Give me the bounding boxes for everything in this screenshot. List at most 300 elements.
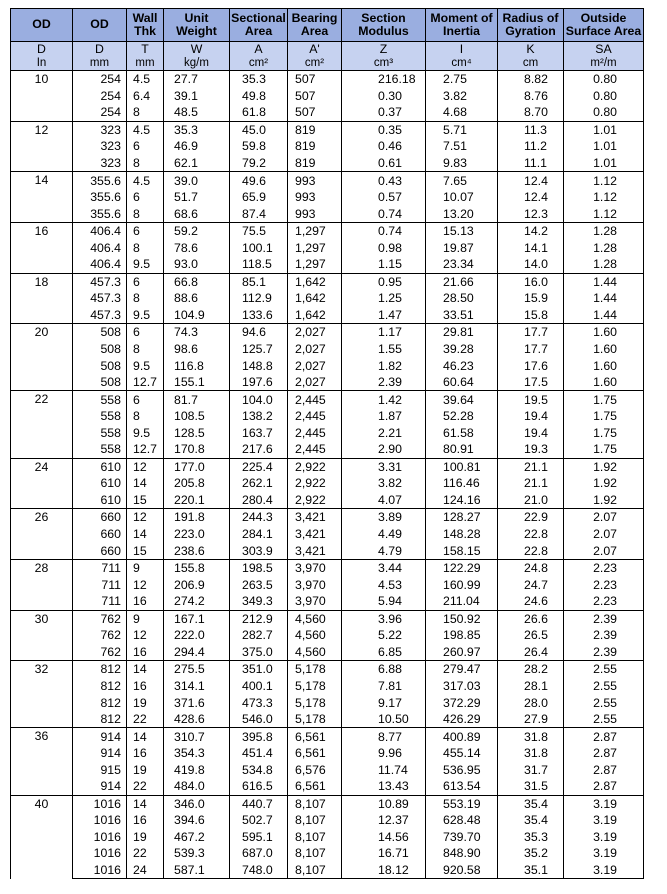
radius-of-gyration-cell: 17.7	[498, 324, 564, 341]
radius-of-gyration-cell: 8.76	[498, 88, 564, 105]
outside-surface-area-cell: 1.75	[564, 408, 644, 425]
bearing-area-cell: 3,421	[288, 542, 342, 559]
header-bearing-area: Bearing Area	[288, 9, 342, 42]
radius-of-gyration-cell: 15.8	[498, 307, 564, 324]
unit-weight-cell: 484.0	[164, 778, 230, 795]
unit-weight-cell: 155.8	[164, 559, 230, 576]
unit-cell: cm²	[230, 56, 288, 71]
header-symbol-row	[11, 42, 644, 57]
unit-cell: m²/m	[564, 56, 644, 71]
outside-surface-area-cell: 1.92	[564, 475, 644, 492]
radius-of-gyration-cell: 14.2	[498, 222, 564, 239]
od-mm-cell: 1016	[73, 845, 127, 862]
table-row	[11, 711, 644, 728]
radius-of-gyration-cell: 19.4	[498, 408, 564, 425]
unit-weight-cell: 275.5	[164, 661, 230, 678]
unit-weight-cell: 294.4	[164, 644, 230, 661]
unit-weight-cell: 98.6	[164, 341, 230, 358]
sectional-area-cell: 45.0	[230, 121, 288, 138]
table-row	[11, 475, 644, 492]
outside-surface-area-cell: 2.55	[564, 694, 644, 711]
outside-surface-area-cell: 2.07	[564, 526, 644, 543]
section-modulus-cell: 0.46	[342, 138, 426, 155]
wall-thk-cell: 12.7	[127, 374, 164, 391]
section-modulus-cell: 6.85	[342, 644, 426, 661]
symbol-cell: Z	[342, 42, 426, 57]
radius-of-gyration-cell: 17.7	[498, 341, 564, 358]
table-row	[11, 559, 644, 576]
moment-of-inertia-cell: 33.51	[426, 307, 498, 324]
moment-of-inertia-cell: 60.64	[426, 374, 498, 391]
radius-of-gyration-cell: 28.0	[498, 694, 564, 711]
od-in-cell: 24	[11, 458, 73, 509]
bearing-area-cell: 819	[288, 155, 342, 172]
radius-of-gyration-cell: 21.0	[498, 492, 564, 509]
moment-of-inertia-cell: 150.92	[426, 610, 498, 627]
wall-thk-cell: 6	[127, 273, 164, 290]
table-row	[11, 357, 644, 374]
section-modulus-cell: 3.31	[342, 458, 426, 475]
moment-of-inertia-cell: 128.27	[426, 509, 498, 526]
outside-surface-area-cell: 3.19	[564, 845, 644, 862]
bearing-area-cell: 8,107	[288, 812, 342, 829]
sectional-area-cell: 546.0	[230, 711, 288, 728]
unit-weight-cell: 206.9	[164, 576, 230, 593]
header-section-modulus: Section Modulus	[342, 9, 426, 42]
outside-surface-area-cell: 3.19	[564, 829, 644, 846]
od-mm-cell: 254	[73, 71, 127, 88]
section-modulus-cell: 3.96	[342, 610, 426, 627]
section-modulus-cell: 10.50	[342, 711, 426, 728]
radius-of-gyration-cell: 8.70	[498, 104, 564, 121]
wall-thk-cell: 16	[127, 644, 164, 661]
wall-thk-cell: 9.5	[127, 424, 164, 441]
unit-weight-cell: 222.0	[164, 627, 230, 644]
unit-weight-cell: 88.6	[164, 290, 230, 307]
od-mm-cell: 914	[73, 778, 127, 795]
sectional-area-cell: 49.6	[230, 172, 288, 189]
radius-of-gyration-cell: 28.2	[498, 661, 564, 678]
od-mm-cell: 610	[73, 475, 127, 492]
unit-cell: In	[11, 56, 73, 71]
bearing-area-cell: 2,445	[288, 441, 342, 458]
unit-weight-cell: 394.6	[164, 812, 230, 829]
unit-weight-cell: 310.7	[164, 728, 230, 745]
od-in-cell: 26	[11, 509, 73, 560]
moment-of-inertia-cell: 9.83	[426, 155, 498, 172]
sectional-area-cell: 349.3	[230, 593, 288, 610]
unit-weight-cell: 274.2	[164, 593, 230, 610]
unit-weight-cell: 116.8	[164, 357, 230, 374]
od-mm-cell: 812	[73, 678, 127, 695]
outside-surface-area-cell: 2.87	[564, 761, 644, 778]
table-row	[11, 795, 644, 812]
symbol-cell: D	[11, 42, 73, 57]
outside-surface-area-cell: 3.19	[564, 812, 644, 829]
moment-of-inertia-cell: 7.65	[426, 172, 498, 189]
bearing-area-cell: 993	[288, 189, 342, 206]
sectional-area-cell: 94.6	[230, 324, 288, 341]
radius-of-gyration-cell: 35.3	[498, 829, 564, 846]
moment-of-inertia-cell: 39.64	[426, 391, 498, 408]
sectional-area-cell: 75.5	[230, 222, 288, 239]
moment-of-inertia-cell: 15.13	[426, 222, 498, 239]
section-modulus-cell: 3.82	[342, 475, 426, 492]
table-row	[11, 88, 644, 105]
od-mm-cell: 914	[73, 745, 127, 762]
section-modulus-cell: 0.43	[342, 172, 426, 189]
section-modulus-cell: 9.96	[342, 745, 426, 762]
bearing-area-cell: 2,922	[288, 475, 342, 492]
outside-surface-area-cell: 0.80	[564, 71, 644, 88]
wall-thk-cell: 14	[127, 661, 164, 678]
radius-of-gyration-cell: 21.1	[498, 475, 564, 492]
moment-of-inertia-cell: 553.19	[426, 795, 498, 812]
bearing-area-cell: 5,178	[288, 661, 342, 678]
wall-thk-cell: 8	[127, 104, 164, 121]
od-mm-cell: 558	[73, 391, 127, 408]
od-mm-cell: 762	[73, 644, 127, 661]
bearing-area-cell: 5,178	[288, 678, 342, 695]
sectional-area-cell: 163.7	[230, 424, 288, 441]
outside-surface-area-cell: 1.12	[564, 189, 644, 206]
wall-thk-cell: 19	[127, 829, 164, 846]
section-modulus-cell: 8.77	[342, 728, 426, 745]
outside-surface-area-cell: 1.01	[564, 138, 644, 155]
unit-weight-cell: 39.0	[164, 172, 230, 189]
bearing-area-cell: 1,642	[288, 273, 342, 290]
unit-cell: mm	[73, 56, 127, 71]
moment-of-inertia-cell: 29.81	[426, 324, 498, 341]
od-mm-cell: 406.4	[73, 256, 127, 273]
moment-of-inertia-cell: 426.29	[426, 711, 498, 728]
table-row	[11, 829, 644, 846]
wall-thk-cell: 6	[127, 189, 164, 206]
od-mm-cell: 406.4	[73, 222, 127, 239]
wall-thk-cell: 22	[127, 711, 164, 728]
bearing-area-cell: 8,107	[288, 845, 342, 862]
table-row	[11, 458, 644, 475]
unit-weight-cell: 191.8	[164, 509, 230, 526]
od-in-cell: 30	[11, 610, 73, 661]
bearing-area-cell: 8,107	[288, 862, 342, 879]
table-row	[11, 678, 644, 695]
wall-thk-cell: 8	[127, 155, 164, 172]
od-in-cell: 36	[11, 728, 73, 795]
sectional-area-cell: 104.0	[230, 391, 288, 408]
radius-of-gyration-cell: 35.1	[498, 862, 564, 879]
bearing-area-cell: 5,178	[288, 694, 342, 711]
wall-thk-cell: 15	[127, 492, 164, 509]
table-row	[11, 155, 644, 172]
od-in-cell: 40	[11, 795, 73, 879]
bearing-area-cell: 3,970	[288, 559, 342, 576]
sectional-area-cell: 451.4	[230, 745, 288, 762]
table-row	[11, 290, 644, 307]
unit-weight-cell: 220.1	[164, 492, 230, 509]
radius-of-gyration-cell: 26.6	[498, 610, 564, 627]
sectional-area-cell: 100.1	[230, 239, 288, 256]
wall-thk-cell: 19	[127, 761, 164, 778]
section-modulus-cell: 0.95	[342, 273, 426, 290]
moment-of-inertia-cell: 124.16	[426, 492, 498, 509]
header-wall-thk: Wall Thk	[127, 9, 164, 42]
pipe-properties-table	[10, 8, 644, 879]
section-modulus-cell: 0.74	[342, 205, 426, 222]
radius-of-gyration-cell: 27.9	[498, 711, 564, 728]
moment-of-inertia-cell: 122.29	[426, 559, 498, 576]
od-mm-cell: 355.6	[73, 189, 127, 206]
wall-thk-cell: 9.5	[127, 256, 164, 273]
wall-thk-cell: 22	[127, 845, 164, 862]
outside-surface-area-cell: 2.07	[564, 509, 644, 526]
table-row	[11, 542, 644, 559]
section-modulus-cell: 2.21	[342, 424, 426, 441]
unit-weight-cell: 39.1	[164, 88, 230, 105]
bearing-area-cell: 4,560	[288, 610, 342, 627]
outside-surface-area-cell: 0.80	[564, 88, 644, 105]
unit-cell: cm	[498, 56, 564, 71]
od-mm-cell: 508	[73, 324, 127, 341]
moment-of-inertia-cell: 2.75	[426, 71, 498, 88]
moment-of-inertia-cell: 317.03	[426, 678, 498, 695]
radius-of-gyration-cell: 19.4	[498, 424, 564, 441]
moment-of-inertia-cell: 198.85	[426, 627, 498, 644]
od-mm-cell: 660	[73, 509, 127, 526]
sectional-area-cell: 59.8	[230, 138, 288, 155]
section-modulus-cell: 1.25	[342, 290, 426, 307]
wall-thk-cell: 9	[127, 559, 164, 576]
bearing-area-cell: 5,178	[288, 711, 342, 728]
radius-of-gyration-cell: 24.6	[498, 593, 564, 610]
od-in-cell: 10	[11, 71, 73, 122]
bearing-area-cell: 3,970	[288, 576, 342, 593]
symbol-cell: I	[426, 42, 498, 57]
od-mm-cell: 457.3	[73, 273, 127, 290]
outside-surface-area-cell: 1.28	[564, 256, 644, 273]
od-mm-cell: 355.6	[73, 172, 127, 189]
unit-weight-cell: 428.6	[164, 711, 230, 728]
bearing-area-cell: 819	[288, 138, 342, 155]
sectional-area-cell: 138.2	[230, 408, 288, 425]
wall-thk-cell: 14	[127, 526, 164, 543]
outside-surface-area-cell: 2.39	[564, 610, 644, 627]
table-row	[11, 408, 644, 425]
sectional-area-cell: 79.2	[230, 155, 288, 172]
unit-weight-cell: 467.2	[164, 829, 230, 846]
table-row	[11, 341, 644, 358]
section-modulus-cell: 1.17	[342, 324, 426, 341]
sectional-area-cell: 262.1	[230, 475, 288, 492]
unit-weight-cell: 104.9	[164, 307, 230, 324]
od-mm-cell: 508	[73, 341, 127, 358]
wall-thk-cell: 4.5	[127, 121, 164, 138]
table-row	[11, 424, 644, 441]
outside-surface-area-cell: 2.87	[564, 778, 644, 795]
od-mm-cell: 1016	[73, 795, 127, 812]
od-mm-cell: 914	[73, 728, 127, 745]
moment-of-inertia-cell: 13.20	[426, 205, 498, 222]
outside-surface-area-cell: 1.44	[564, 290, 644, 307]
wall-thk-cell: 8	[127, 205, 164, 222]
outside-surface-area-cell: 1.60	[564, 341, 644, 358]
unit-weight-cell: 167.1	[164, 610, 230, 627]
unit-weight-cell: 81.7	[164, 391, 230, 408]
table-row	[11, 441, 644, 458]
bearing-area-cell: 993	[288, 172, 342, 189]
wall-thk-cell: 12.7	[127, 441, 164, 458]
sectional-area-cell: 263.5	[230, 576, 288, 593]
od-mm-cell: 915	[73, 761, 127, 778]
section-modulus-cell: 0.61	[342, 155, 426, 172]
unit-weight-cell: 66.8	[164, 273, 230, 290]
radius-of-gyration-cell: 17.6	[498, 357, 564, 374]
sectional-area-cell: 198.5	[230, 559, 288, 576]
section-modulus-cell: 12.37	[342, 812, 426, 829]
unit-weight-cell: 62.1	[164, 155, 230, 172]
wall-thk-cell: 6	[127, 138, 164, 155]
unit-weight-cell: 238.6	[164, 542, 230, 559]
outside-surface-area-cell: 1.01	[564, 121, 644, 138]
radius-of-gyration-cell: 31.7	[498, 761, 564, 778]
outside-surface-area-cell: 1.60	[564, 374, 644, 391]
sectional-area-cell: 61.8	[230, 104, 288, 121]
od-mm-cell: 558	[73, 408, 127, 425]
section-modulus-cell: 1.42	[342, 391, 426, 408]
radius-of-gyration-cell: 28.1	[498, 678, 564, 695]
bearing-area-cell: 2,445	[288, 391, 342, 408]
bearing-area-cell: 819	[288, 121, 342, 138]
sectional-area-cell: 118.5	[230, 256, 288, 273]
table-row	[11, 391, 644, 408]
od-mm-cell: 508	[73, 357, 127, 374]
radius-of-gyration-cell: 17.5	[498, 374, 564, 391]
header-unit-row	[11, 56, 644, 71]
unit-cell: kg/m	[164, 56, 230, 71]
radius-of-gyration-cell: 8.82	[498, 71, 564, 88]
table-row	[11, 778, 644, 795]
unit-cell: cm⁴	[426, 56, 498, 71]
outside-surface-area-cell: 1.75	[564, 391, 644, 408]
wall-thk-cell: 16	[127, 593, 164, 610]
radius-of-gyration-cell: 26.5	[498, 627, 564, 644]
sectional-area-cell: 473.3	[230, 694, 288, 711]
moment-of-inertia-cell: 10.07	[426, 189, 498, 206]
section-modulus-cell: 1.87	[342, 408, 426, 425]
outside-surface-area-cell: 1.44	[564, 307, 644, 324]
outside-surface-area-cell: 2.87	[564, 728, 644, 745]
wall-thk-cell: 6.4	[127, 88, 164, 105]
section-modulus-cell: 9.17	[342, 694, 426, 711]
outside-surface-area-cell: 2.39	[564, 644, 644, 661]
table-row	[11, 509, 644, 526]
section-modulus-cell: 4.79	[342, 542, 426, 559]
pipe-properties-table-container	[10, 8, 644, 879]
section-modulus-cell: 1.55	[342, 341, 426, 358]
outside-surface-area-cell: 2.07	[564, 542, 644, 559]
bearing-area-cell: 1,297	[288, 256, 342, 273]
radius-of-gyration-cell: 31.8	[498, 728, 564, 745]
moment-of-inertia-cell: 116.46	[426, 475, 498, 492]
table-row	[11, 239, 644, 256]
bearing-area-cell: 3,421	[288, 526, 342, 543]
symbol-cell: A	[230, 42, 288, 57]
moment-of-inertia-cell: 80.91	[426, 441, 498, 458]
od-mm-cell: 610	[73, 458, 127, 475]
unit-weight-cell: 346.0	[164, 795, 230, 812]
od-in-cell: 28	[11, 559, 73, 610]
wall-thk-cell: 12	[127, 627, 164, 644]
sectional-area-cell: 282.7	[230, 627, 288, 644]
outside-surface-area-cell: 1.44	[564, 273, 644, 290]
unit-cell: cm²	[288, 56, 342, 71]
section-modulus-cell: 3.44	[342, 559, 426, 576]
section-modulus-cell: 0.35	[342, 121, 426, 138]
bearing-area-cell: 2,445	[288, 408, 342, 425]
table-row	[11, 644, 644, 661]
moment-of-inertia-cell: 613.54	[426, 778, 498, 795]
outside-surface-area-cell: 2.39	[564, 627, 644, 644]
unit-weight-cell: 314.1	[164, 678, 230, 695]
section-modulus-cell: 14.56	[342, 829, 426, 846]
sectional-area-cell: 687.0	[230, 845, 288, 862]
od-mm-cell: 355.6	[73, 205, 127, 222]
outside-surface-area-cell: 0.80	[564, 104, 644, 121]
section-modulus-cell: 7.81	[342, 678, 426, 695]
sectional-area-cell: 244.3	[230, 509, 288, 526]
outside-surface-area-cell: 2.55	[564, 678, 644, 695]
section-modulus-cell: 2.39	[342, 374, 426, 391]
moment-of-inertia-cell: 100.81	[426, 458, 498, 475]
outside-surface-area-cell: 1.75	[564, 441, 644, 458]
sectional-area-cell: 280.4	[230, 492, 288, 509]
section-modulus-cell: 6.88	[342, 661, 426, 678]
moment-of-inertia-cell: 920.58	[426, 862, 498, 879]
unit-weight-cell: 27.7	[164, 71, 230, 88]
unit-weight-cell: 170.8	[164, 441, 230, 458]
bearing-area-cell: 507	[288, 104, 342, 121]
bearing-area-cell: 3,421	[288, 509, 342, 526]
od-mm-cell: 254	[73, 88, 127, 105]
radius-of-gyration-cell: 35.4	[498, 812, 564, 829]
radius-of-gyration-cell: 12.3	[498, 205, 564, 222]
radius-of-gyration-cell: 22.9	[498, 509, 564, 526]
unit-weight-cell: 74.3	[164, 324, 230, 341]
od-in-cell: 12	[11, 121, 73, 172]
bearing-area-cell: 4,560	[288, 627, 342, 644]
radius-of-gyration-cell: 35.4	[498, 795, 564, 812]
header-moment-of-inertia: Moment of Inertia	[426, 9, 498, 42]
wall-thk-cell: 6	[127, 222, 164, 239]
outside-surface-area-cell: 2.55	[564, 711, 644, 728]
moment-of-inertia-cell: 52.28	[426, 408, 498, 425]
unit-weight-cell: 539.3	[164, 845, 230, 862]
section-modulus-cell: 3.89	[342, 509, 426, 526]
section-modulus-cell: 4.49	[342, 526, 426, 543]
radius-of-gyration-cell: 22.8	[498, 542, 564, 559]
bearing-area-cell: 6,576	[288, 761, 342, 778]
outside-surface-area-cell: 2.55	[564, 661, 644, 678]
table-row	[11, 324, 644, 341]
symbol-cell: K	[498, 42, 564, 57]
table-row	[11, 728, 644, 745]
unit-weight-cell: 48.5	[164, 104, 230, 121]
wall-thk-cell: 19	[127, 694, 164, 711]
moment-of-inertia-cell: 848.90	[426, 845, 498, 862]
outside-surface-area-cell: 2.87	[564, 745, 644, 762]
moment-of-inertia-cell: 260.97	[426, 644, 498, 661]
outside-surface-area-cell: 3.19	[564, 795, 644, 812]
